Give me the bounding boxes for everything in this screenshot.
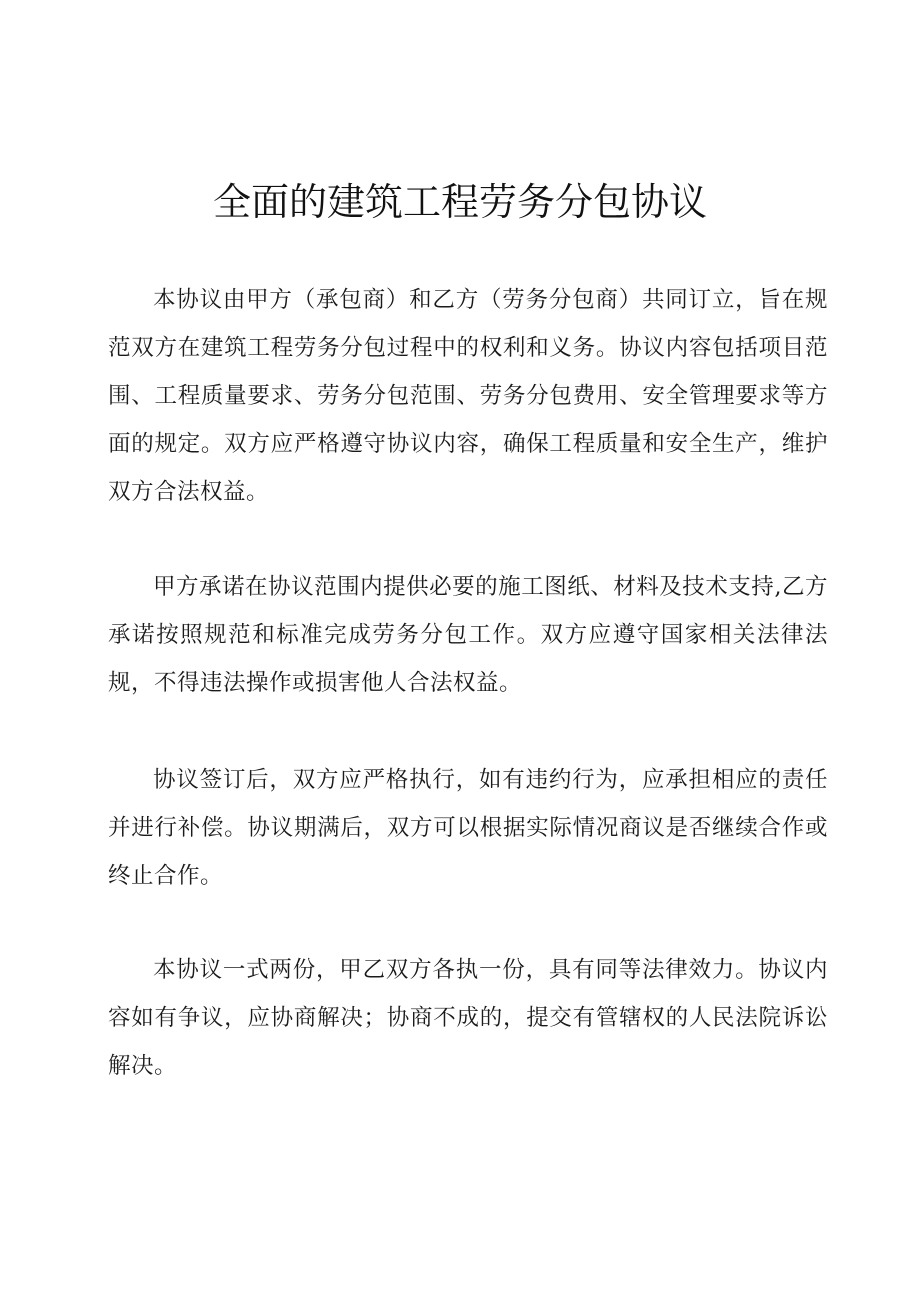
- document-title: 全面的建筑工程劳务分包协议: [212, 180, 707, 224]
- paragraph-commitments: 甲方承诺在协议范围内提供必要的施工图纸、材料及技术支持,乙方承诺按照规范和标准完成劳务分包工作。双方应遵守国家相关法律法规，不得违法操作或损害他人合法权益。: [108, 574, 828, 696]
- paragraph-copies-disputes: 本协议一式两份，甲乙双方各执一份，具有同等法律效力。协议内容如有争议，应协商解决；协商不成的，提交有管辖权的人民法院诉讼解决。: [108, 957, 828, 1079]
- paragraph-intro: 本协议由甲方（承包商）和乙方（劳务分包商）共同订立，旨在规范双方在建筑工程劳务分包过程中的权利和义务。协议内容包括项目范围、工程质量要求、劳务分包范围、劳务分包费用、安全管理要求等方面的规定。双方应严格遵守协议内容，确保工程质量和安全生产，维护双方合法权益。: [108, 287, 828, 505]
- paragraph-breach: 协议签订后，双方应严格执行，如有违约行为，应承担相应的责任并进行补偿。协议期满后，双方可以根据实际情况商议是否继续合作或终止合作。: [108, 767, 828, 889]
